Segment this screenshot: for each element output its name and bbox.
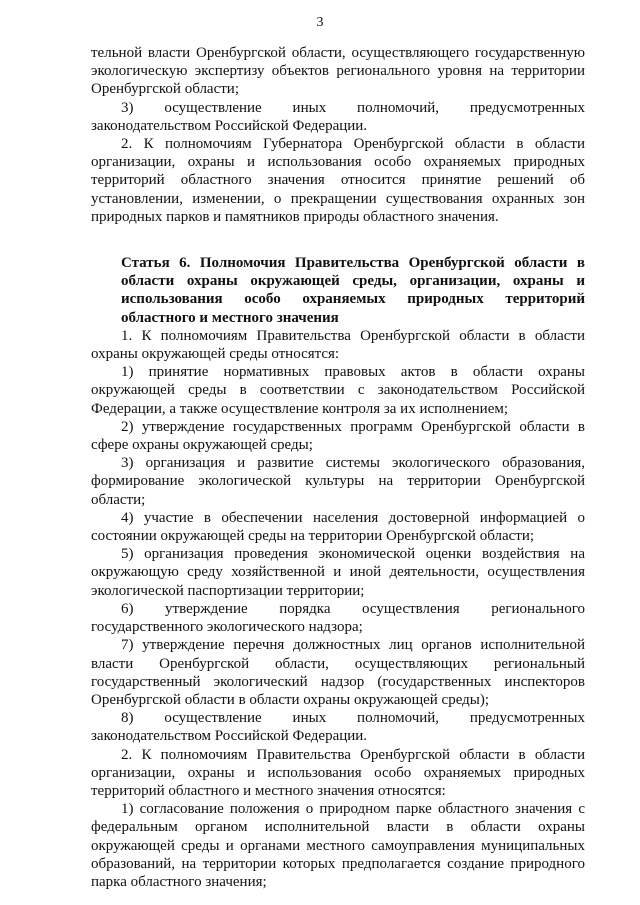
section-1-item: 5) организация проведения экономической оценки воздействия на окружающую среду хозяйственной и иной деятельности, осуществления экологической паспортизации территории; [91,546,585,599]
section-1-item: 7) утверждение перечня должностных лиц органов исполнительной власти Оренбургской области, осуществляющих региональный государственный экологический надзор (государственных инспекторов Оренбургской области в области охраны окружающей среды); [91,637,585,708]
section-1-item: 8) осуществление иных полномочий, предусмотренных законодательством Российской Федерации. [91,710,585,745]
section-2-intro: 2. К полномочиям Правительства Оренбургской области в области организации, охраны и использования особо охраняемых природных территорий областного и местного значения относятся: [91,746,585,799]
paragraph-item-3: 3) осуществление иных полномочий, предусмотренных законодательством Российской Федерации. [91,99,585,134]
section-1-item: 3) организация и развитие системы экологического образования, формирование экологической культуры на территории Оренбургской области; [91,455,585,508]
paragraph-continuation: тельной власти Оренбургской области, осуществляющего государственную экологическую экспертизу объектов регионального уровня на территории Оренбургской области; [91,45,585,98]
document-body [91,44,585,891]
section-1-item: 1) принятие нормативных правовых актов в области охраны окружающей среды в соответствии с законодательством Российской Федерации, а также осуществление контроля за их исполнением; [91,364,585,417]
article-6-heading: Статья 6. Полномочия Правительства Оренбургской области в области охраны окружающей среды, организации, охраны и использования особо охраняемых природных территорий областного и местного значения [121,255,585,326]
section-1-item: 4) участие в обеспечении населения достоверной информацией о состоянии окружающей среды на территории Оренбургской области; [91,509,585,545]
paragraph-governor-powers: 2. К полномочиям Губернатора Оренбургской области в области организации, охраны и использования особо охраняемых природных территорий областного значения относится принятие решений об установлении, изменении, о прекращении существования охранных зон природных парков и памятников природы областного значения. [91,136,585,225]
section-1-item: 6) утверждение порядка осуществления регионального государственного экологического надзора; [91,600,585,636]
page-number: 3 [316,15,324,30]
section-1-item: 2) утверждение государственных программ Оренбургской области в сфере охраны окружающей среды; [91,418,585,454]
section-1-intro: 1. К полномочиям Правительства Оренбургской области в области охраны окружающей среды относятся: [91,327,585,363]
section-2-item: 1) согласование положения о природном парке областного значения с федеральным органом исполнительной власти в области охраны окружающей среды и органами местного самоуправления муниципальных образований, на территории которых предполагается создание природного парка областного значения; [91,801,585,890]
